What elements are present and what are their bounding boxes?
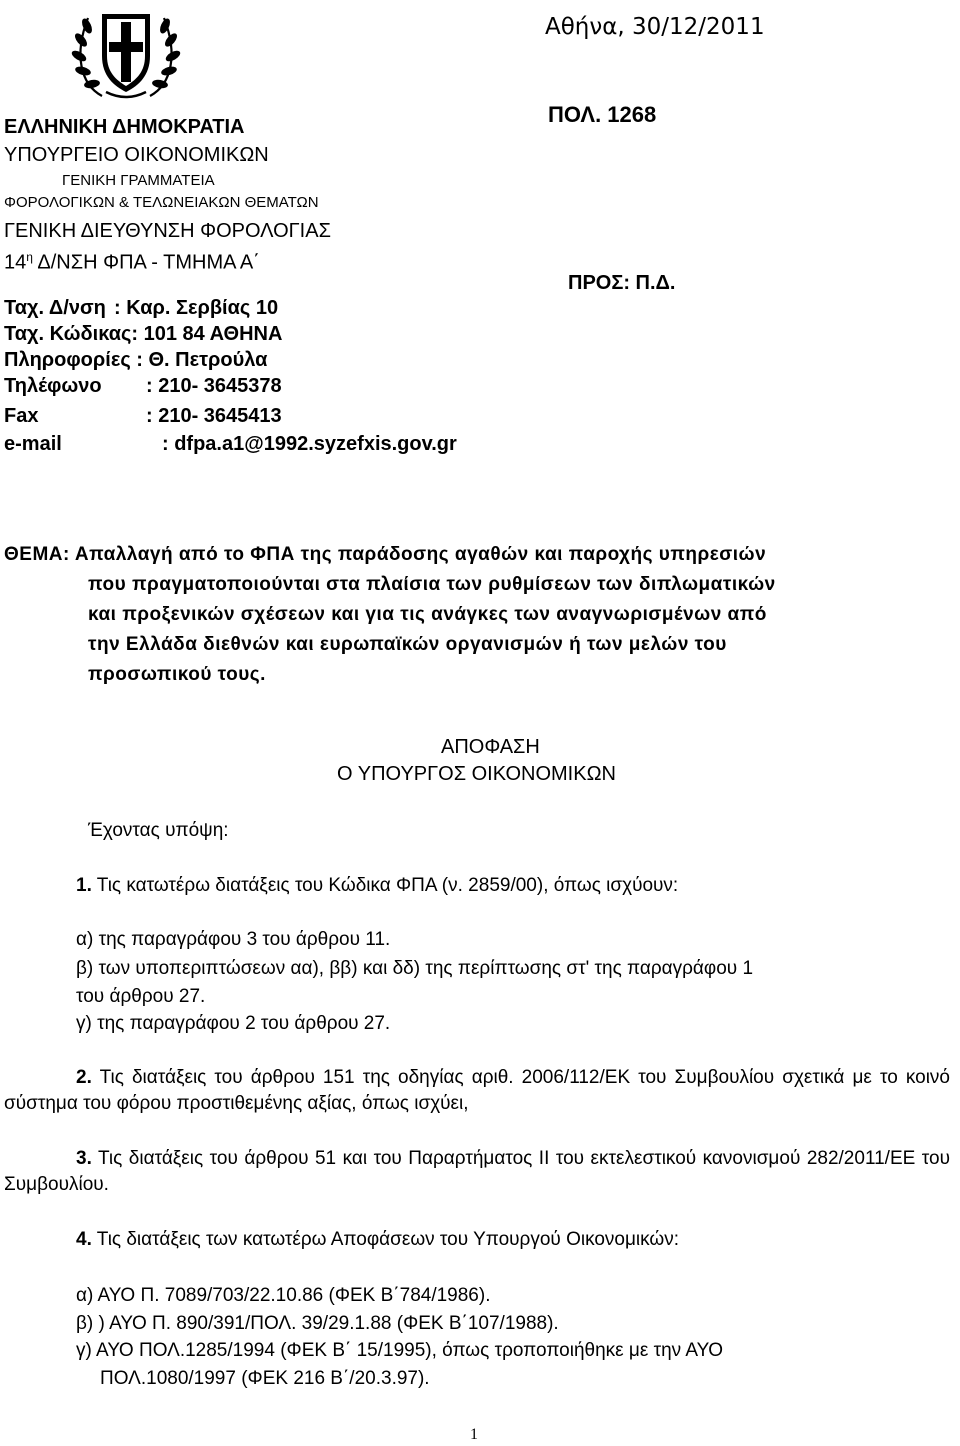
item-1 [76,873,678,899]
address-fax-label: Fax [4,405,39,427]
item-1-c: γ) της παραγράφου 2 του άρθρου 27. [76,1013,391,1034]
subject-line-5: προσωπικού τους. [88,664,266,685]
address-email [4,431,564,457]
address-email-label: e-mail [4,433,62,455]
address-street-value: : Καρ. Σερβίας 10 [114,297,279,319]
subject-block [4,540,954,690]
address-phone [4,373,504,399]
item-1-b-line-1: β) των υποπεριπτώσεων αα), ββ) και δδ) της περίπτωσης στ' της παραγράφου 1 [76,958,754,979]
item-4 [76,1227,679,1253]
header-department-superscript: η [26,250,33,264]
item-4-c-line-1: γ) ΑΥΟ ΠΟΛ.1285/1994 (ΦΕΚ Β΄ 15/1995), όπως τροποποιήθηκε με την ΑΥΟ [76,1340,724,1361]
circular-reference: ΠΟΛ. 1268 [548,102,657,127]
item-1-a: α) της παραγράφου 3 του άρθρου 11. [76,929,391,950]
item-4-a: α) ΑΥΟ Π. 7089/703/22.10.86 (ΦΕΚ Β΄784/1986). [76,1285,491,1306]
minister-title: Ο ΥΠΟΥΡΓΟΣ ΟΙΚΟΝΟΜΙΚΩΝ [337,763,616,785]
item-4-number: 4. [76,1229,92,1250]
address-street [4,295,504,321]
item-1-text: Τις κατωτέρω διατάξεις του Κώδικα ΦΠΑ (ν. 2859/00), όπως ισχύουν: [91,875,679,896]
considering-label: Έχοντας υπόψη: [88,820,229,841]
header-secretariat: ΓΕΝΙΚΗ ΓΡΑΜΜΑΤΕΙΑ [62,172,215,189]
subject-line-4: την Ελλάδα διεθνών και ευρωπαϊκών οργανισμών ή των μελών του [88,634,727,655]
item-3-text: Τις διατάξεις του άρθρου 51 και του Παραρτήματος ΙΙ του εκτελεστικού κανονισμού 282/2011/ΕΕ του Συμβουλίου. [4,1148,950,1195]
address-email-value: : dfpa.a1@1992.syzefxis.gov.gr [162,433,457,455]
header-directorate: ΓΕΝΙΚΗ ΔΙΕΥΘΥΝΣΗ ΦΟΡΟΛΟΓΙΑΣ [4,220,331,242]
item-1-number: 1. [76,875,92,896]
item-2-text: Τις διατάξεις του άρθρου 151 της οδηγίας αριθ. 2006/112/ΕΚ του Συμβουλίου σχετικά με το κοινό σύστημα του φόρου προστιθεμένης αξίας, όπως ισχύει, [4,1067,950,1114]
item-2 [4,1065,950,1117]
item-2-number: 2. [76,1067,92,1088]
item-4-text: Τις διατάξεις των κατωτέρω Αποφάσεων του Υπουργού Οικονομικών: [91,1229,680,1250]
header-department-number: 14 [4,251,27,274]
subject-line-2: που πραγματοποιούνται στα πλαίσια των ρυθμίσεων των διπλωματικών [88,574,776,595]
address-fax [4,403,504,429]
address-street-label: Ταχ. Δ/νση [4,297,106,319]
page-number: 1 [470,1426,478,1443]
item-3 [4,1146,950,1198]
address-info: Πληροφορίες : Θ. Πετρούλα [4,349,268,371]
item-1-b-line-2: του άρθρου 27. [76,986,206,1007]
address-phone-value: : 210- 3645378 [146,375,282,397]
address-postal: Ταχ. Κώδικας: 101 84 ΑΘΗΝΑ [4,323,283,345]
address-phone-label: Τηλέφωνο [4,375,102,397]
item-3-number: 3. [76,1148,92,1169]
subject-line-1: ΘΕΜΑ: Απαλλαγή από το ΦΠΑ της παράδοσης αγαθών και παροχής υπηρεσιών [4,544,767,565]
header-department [4,244,260,276]
header-tax-affairs: ΦΟΡΟΛΟΓΙΚΩΝ & ΤΕΛΩΝΕΙΑΚΩΝ ΘΕΜΑΤΩΝ [4,194,319,211]
item-4-b: β) ) ΑΥΟ Π. 890/391/ΠΟΛ. 39/29.1.88 (ΦΕΚ Β΄107/1988). [76,1313,559,1334]
item-4-c-line-2: ΠΟΛ.1080/1997 (ΦΕΚ 216 Β΄/20.3.97). [100,1368,430,1389]
recipient: ΠΡΟΣ: Π.Δ. [568,272,676,294]
greek-coat-of-arms-icon [62,4,190,104]
header-ministry: ΥΠΟΥΡΓΕΙΟ ΟΙΚΟΝΟΜΙΚΩΝ [4,144,269,166]
header-republic: ΕΛΛΗΝΙΚΗ ΔΗΜΟΚΡΑΤΙΑ [4,116,245,138]
address-fax-value: : 210- 3645413 [146,405,282,427]
subject-line-3: και προξενικών σχέσεων και για τις ανάγκες των αναγνωρισμένων από [88,604,767,625]
decision-title: ΑΠΟΦΑΣΗ [441,736,540,758]
header-department-label: Δ/ΝΣΗ ΦΠΑ - ΤΜΗΜΑ Α΄ [32,251,260,274]
document-date: Αθήνα, 30/12/2011 [545,14,765,40]
